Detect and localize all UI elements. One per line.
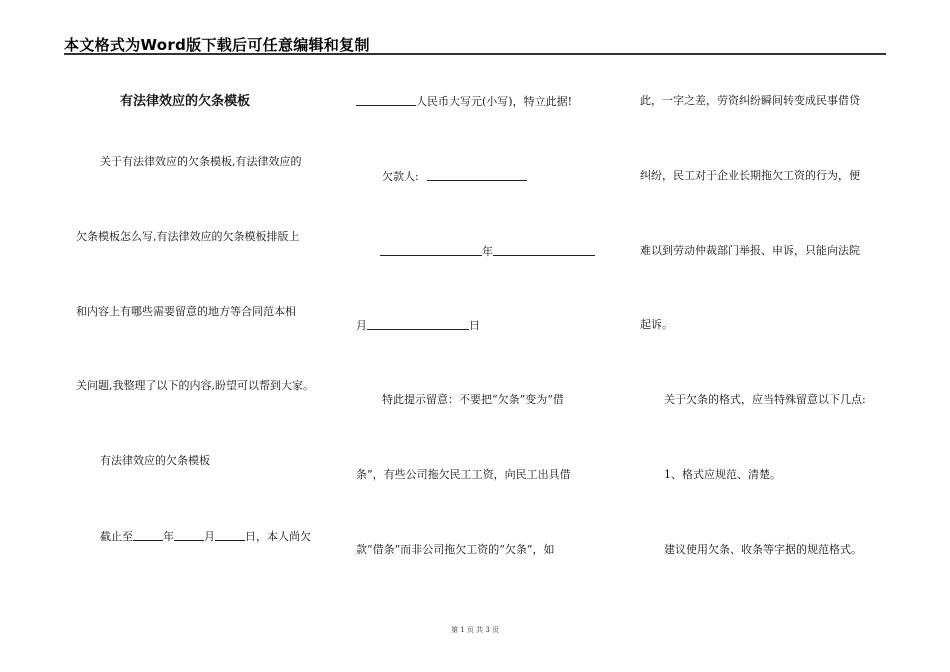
paragraph-line: 欠条模板怎么写,有法律效应的欠条模板排版上 [76, 230, 300, 243]
date-line [100, 530, 311, 542]
month-blank [174, 530, 204, 541]
day-label: 日 [469, 319, 480, 332]
day-blank [367, 319, 469, 330]
header-divider [64, 53, 886, 55]
paragraph-line: 此，一字之差，劳资纠纷瞬间转变成民事借贷 [640, 94, 860, 107]
month-day-line [356, 319, 480, 331]
paragraph-line: 难以到劳动仲裁部门举报、申诉，只能向法院 [640, 244, 860, 257]
year-text: 年 [163, 530, 174, 543]
paragraph-line: 纠纷，民工对于企业长期拖欠工资的行为，便 [640, 169, 860, 182]
year-line [380, 245, 595, 257]
paragraph-line: 款“借条”而非公司拖欠工资的“欠条”，如 [356, 543, 555, 556]
month-blank [493, 245, 595, 256]
amount-line [356, 95, 572, 107]
debtor-label: 欠款人: [382, 170, 419, 183]
page-number: 第 1 页 共 3 页 [450, 626, 500, 634]
paragraph-line: 关于有法律效应的欠条模板,有法律效应的 [100, 155, 302, 168]
day-blank [215, 530, 245, 541]
document-title: 有法律效应的欠条模板 [120, 94, 251, 109]
year-blank [133, 530, 163, 541]
month-text: 月 [204, 530, 215, 543]
date-prefix: 截止至 [100, 530, 133, 543]
year-blank [380, 245, 482, 256]
paragraph-line: 起诉。 [640, 318, 673, 331]
amount-blank [356, 95, 416, 106]
paragraph-line: 关问题,我整理了以下的内容,盼望可以帮到大家。 [76, 379, 314, 392]
debtor-line [382, 170, 527, 182]
template-subtitle: 有法律效应的欠条模板 [100, 454, 210, 467]
amount-text: 人民币大写元(小写)，特立此据! [416, 95, 573, 108]
year-label: 年 [482, 245, 493, 258]
format-point-1: 1、格式应规范、清楚。 [664, 468, 781, 481]
date-suffix: 日，本人尚欠 [245, 530, 311, 543]
paragraph-line: 特此提示留意：不要把“欠条”变为“借 [382, 393, 564, 406]
month-label: 月 [356, 319, 367, 332]
debtor-blank [427, 170, 527, 181]
format-point-1-detail: 建议使用欠条、收条等字据的规范格式。 [664, 543, 862, 556]
paragraph-line: 和内容上有哪些需要留意的地方等合同范本相 [76, 305, 296, 318]
paragraph-line: 条”，有些公司拖欠民工工资，向民工出具借 [356, 468, 571, 481]
format-intro: 关于欠条的格式，应当特殊留意以下几点: [664, 393, 866, 406]
document-header-title: 本文格式为Word版下载后可任意编辑和复制 [64, 36, 370, 54]
